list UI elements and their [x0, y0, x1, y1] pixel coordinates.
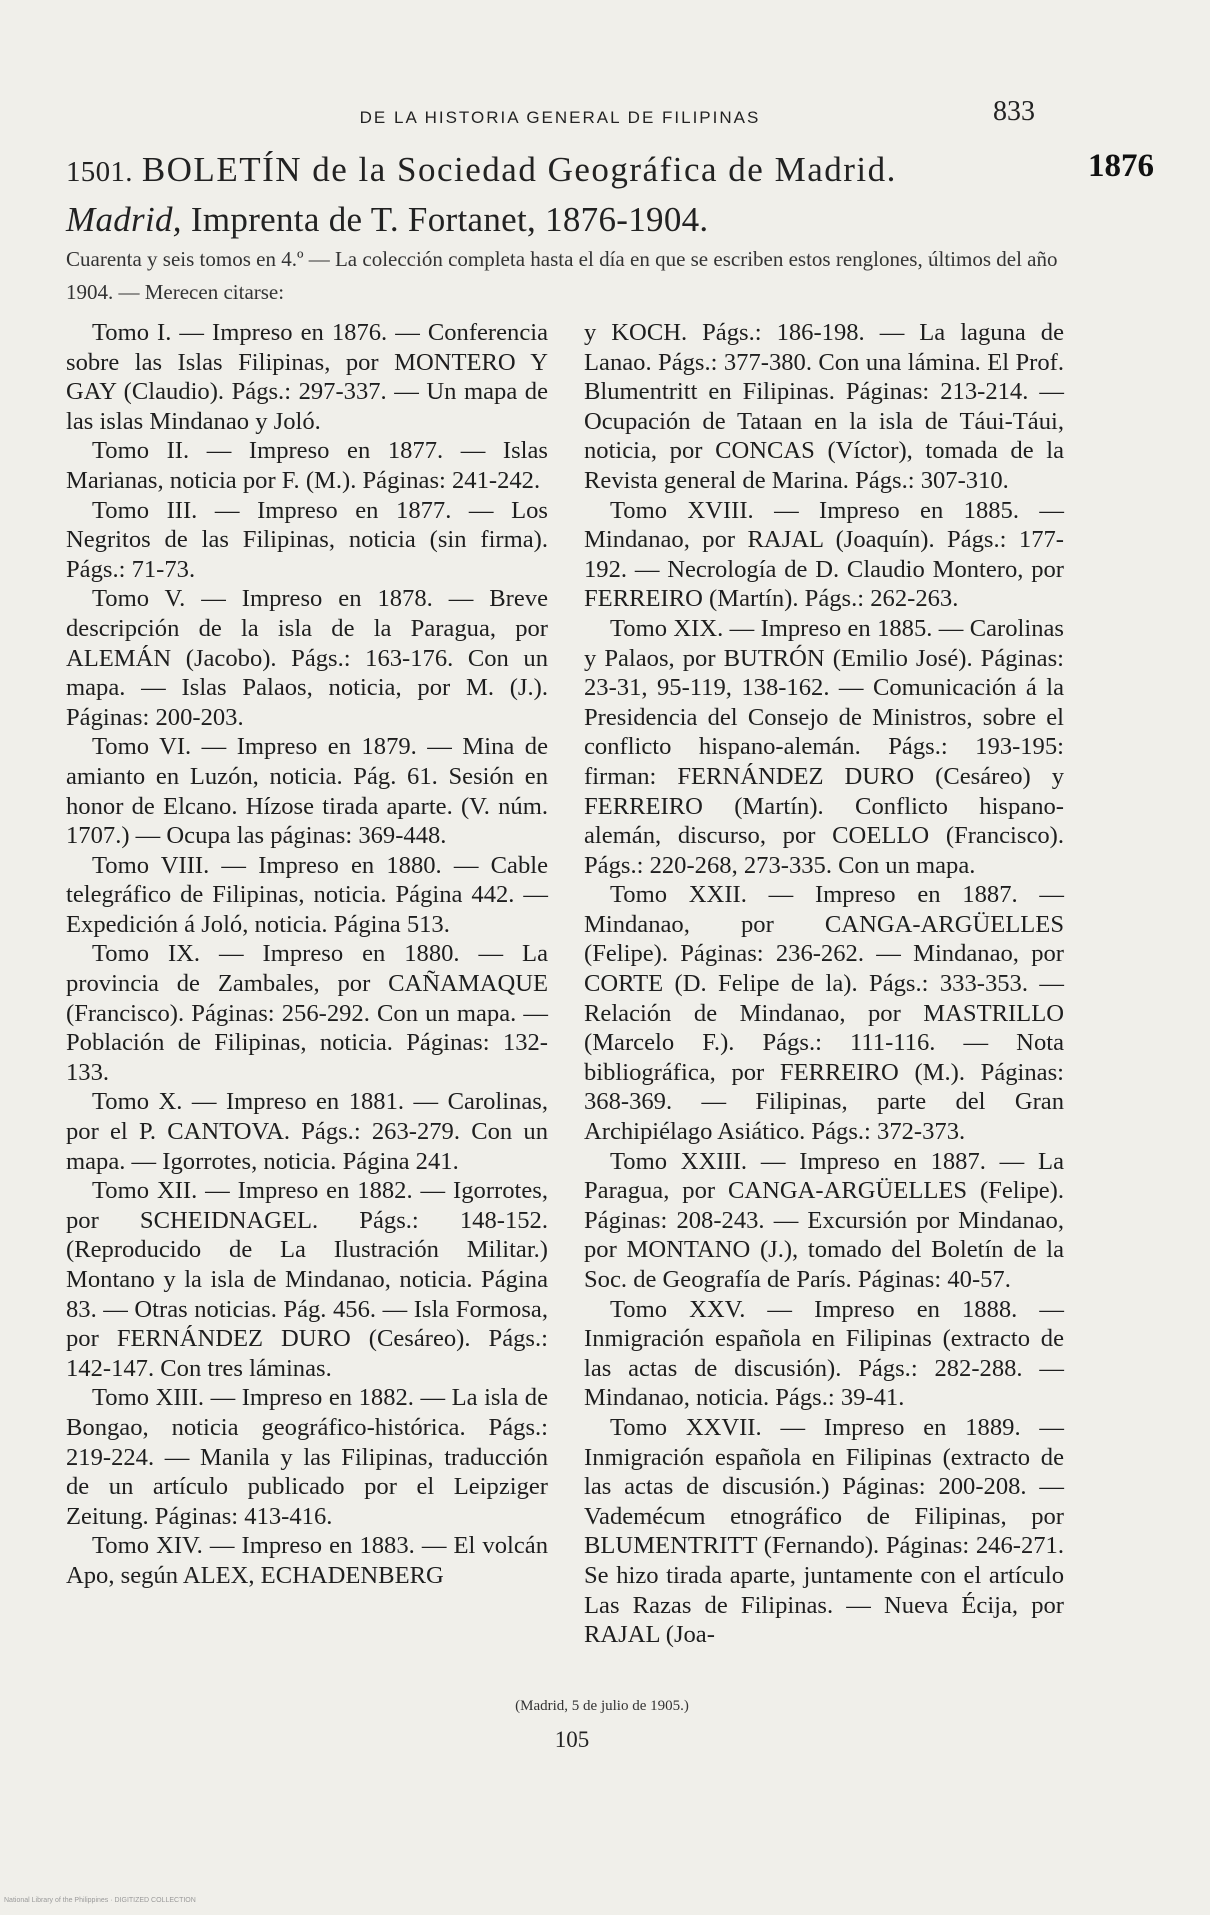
entry-title: BOLETÍN de la Sociedad Geográfica de Madrid. — [141, 150, 897, 189]
footer-date-note: (Madrid, 5 de julio de 1905.) — [515, 1698, 689, 1714]
volume-paragraph: Tomo XIX. — Impreso en 1885. — Carolinas y Palaos, por BUTRÓN (Emilio José). Páginas: 23-31, 95-119, 138-162. — Comunicación á la Presidencia del Consejo de Ministros, sobre el conflicto hispano-alemán. Págs.: 193-195: firman: FERNÁNDEZ DURO (Cesáreo) y FERREIRO (Martín). Conflicto hispano-alemán, discurso, por COELLO (Francisco). Págs.: 220-268, 273-335. Con un mapa. — [584, 614, 1064, 879]
volume-paragraph: Tomo VI. — Impreso en 1879. — Mina de amianto en Luzón, noticia. Pág. 61. Sesión en honor de Elcano. Hízose tirada aparte. (V. núm. 1707.) — Ocupa las páginas: 369-448. — [66, 733, 548, 850]
volume-paragraph: Tomo IX. — Impreso en 1880. — La provincia de Zambales, por CAÑAMAQUE (Francisco). Páginas: 256-292. Con un mapa. — Población de Filipinas, noticia. Páginas: 132-133. — [66, 940, 548, 1086]
volume-paragraph: Tomo XXVII. — Impreso en 1889. — Inmigración española en Filipinas (extracto de las actas de discusión.) Páginas: 200-208. — Vademécum etnográfico de Filipinas, por BLUMENTRITT (Fernando). Páginas: 246-271. Se hizo tirada aparte, juntamente con el artículo Las Razas de Filipinas. — Nueva Écija, por RAJAL (Joa- — [584, 1413, 1064, 1649]
continued-paragraph: y KOCH. Págs.: 186-198. — La laguna de Lanao. Págs.: 377-380. Con una lámina. El Prof. Blumentritt en Filipinas. Páginas: 213-214. — Ocupación de Tataan en la isla de Táui-Táui, noticia, por CONCAS (Víctor), tomada de la Revista general de Marina. Págs.: 307-310. — [584, 319, 1064, 494]
volume-paragraph: Tomo VIII. — Impreso en 1880. — Cable telegráfico de Filipinas, noticia. Página 442. — Expedición á Joló, noticia. Página 513. — [66, 851, 548, 938]
right-column — [584, 318, 1064, 1650]
volume-paragraph: Tomo II. — Impreso en 1877. — Islas Marianas, noticia por F. (M.). Páginas: 241-242. — [66, 437, 548, 494]
volume-paragraph: Tomo XXIII. — Impreso en 1887. — La Paragua, por CANGA-ARGÜELLES (Felipe). Páginas: 208-243. — Excursión por Mindanao, por MONTANO (J.), tomado del Boletín de la Soc. de Geografía de París. Páginas: 40-57. — [584, 1147, 1064, 1293]
page-number: 833 — [993, 96, 1035, 127]
volume-paragraph: Tomo III. — Impreso en 1877. — Los Negritos de las Filipinas, noticia (sin firma). Págs.: 71-73. — [66, 496, 548, 583]
volume-paragraph: Tomo X. — Impreso en 1881. — Carolinas, por el P. CANTOVA. Págs.: 263-279. Con un mapa. — Igorrotes, noticia. Página 241. — [66, 1088, 548, 1175]
entry-year: 1876 — [1088, 148, 1154, 184]
left-column — [66, 318, 548, 1591]
scan-stamp: National Library of the Philippines · DIGITIZED COLLECTION — [4, 1897, 196, 1904]
volume-paragraph: Tomo XVIII. — Impreso en 1885. — Mindanao, por RAJAL (Joaquín). Págs.: 177-192. — Necrología de D. Claudio Montero, por FERREIRO (Martín). Págs.: 262-263. — [584, 496, 1064, 613]
volume-paragraph: Tomo XIII. — Impreso en 1882. — La isla de Bongao, noticia geográfico-histórica. Págs.: 219-224. — Manila y las Filipinas, traducción de un artículo publicado por el Leipziger Zeitung. Páginas: 413-416. — [66, 1384, 548, 1530]
volume-paragraph: Tomo XXV. — Impreso en 1888. — Inmigración española en Filipinas (extracto de las actas de discusión). Págs.: 282-288. — Mindanao, noticia. Págs.: 39-41. — [584, 1295, 1064, 1412]
running-head: DE LA HISTORIA GENERAL DE FILIPINAS — [359, 108, 761, 127]
volume-paragraph: Tomo I. — Impreso en 1876. — Conferencia sobre las Islas Filipinas, por MONTERO Y GAY (Claudio). Págs.: 297-337. — Un mapa de las islas Mindanao y Joló. — [66, 319, 548, 435]
entry-place: Madrid, — [66, 200, 182, 239]
signature-mark: 105 — [554, 1727, 590, 1752]
entry-number: 1501. — [66, 156, 133, 188]
volume-paragraph: Tomo V. — Impreso en 1878. — Breve descripción de la isla de la Paragua, por ALEMÁN (Jacobo). Págs.: 163-176. Con un mapa. — Islas Palaos, noticia, por M. (J.). Páginas: 200-203. — [66, 585, 548, 731]
volume-paragraph: Tomo XIV. — Impreso en 1883. — El volcán Apo, según ALEX, ECHADENBERG — [66, 1532, 548, 1589]
volume-paragraph: Tomo XXII. — Impreso en 1887. — Mindanao, por CANGA-ARGÜELLES (Felipe). Páginas: 236-262. — Mindanao, por CORTE (D. Felipe de la). Págs.: 333-353. — Relación de Mindanao, por MASTRILLO (Marcelo F.). Págs.: 111-116. — Nota bibliográfica, por FERREIRO (M.). Páginas: 368-369. — Filipinas, parte del Gran Archipiélago Asiático. Págs.: 372-373. — [584, 881, 1064, 1146]
entry-description: Cuarenta y seis tomos en 4.º — La colección completa hasta el día en que se escriben estos renglones, últimos del año 1904. — Merecen citarse: — [66, 247, 1058, 304]
volume-paragraph: Tomo XII. — Impreso en 1882. — Igorrotes, por SCHEIDNAGEL. Págs.: 148-152. (Reproducido de La Ilustración Militar.) Montano y la isla de Mindanao, noticia. Página 83. — Otras noticias. Pág. 456. — Isla Formosa, por FERNÁNDEZ DURO (Cesáreo). Págs.: 142-147. Con tres láminas. — [66, 1177, 548, 1382]
entry-imprint: Imprenta de T. Fortanet, 1876-1904. — [190, 200, 709, 239]
entry-heading — [66, 146, 991, 244]
